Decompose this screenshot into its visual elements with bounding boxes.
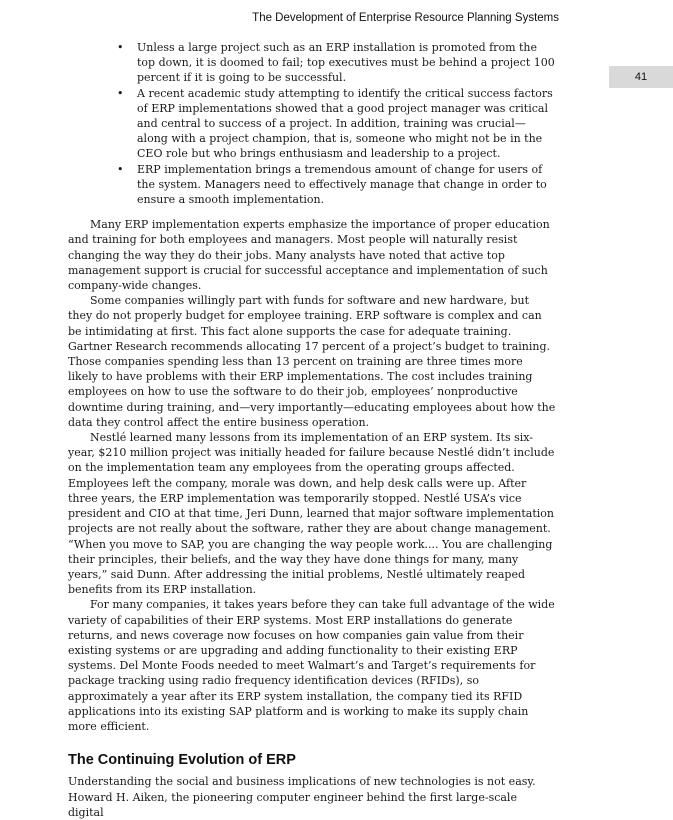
paragraph-returns: For many companies, it takes years before they can take full advantage of the wide variety of capabilities of their ERP systems. Most ERP installations do generate returns, and news coverage now focuses on how companies gain value from their existing systems or are upgrading and adding functionality to their existing ERP systems. Del Monte Foods needed to meet Walmart’s and Target’s requirements for package tracking using radio frequency identification devices (RFIDs), so approximately a year after its ERP system installation, the company tied its RFID applications into its existing SAP platform and is working to make its supply chain more efficient. — [68, 598, 555, 733]
bullet-text: A recent academic study attempting to identify the critical success factors of ERP implementations showed that a good project manager was critical and central to success of a project. In addition, training was crucial—along with a project champion, that is, someone who might not be in the CEO role but who brings enthusiasm and leadership to a project. — [137, 86, 553, 161]
bullet-icon: • — [117, 41, 124, 54]
paragraph-budget: Some companies willingly part with funds for software and new hardware, but they do not properly budget for employee training. ERP software is complex and can be intimidating at first. This fact alone supports the case for adequate training. Gartner Research recommends allocating 17 percent of a project’s budget to training. Those companies spending less than 13 percent on training are three times more likely to have problems with their ERP implementations. The cost includes training employees on how to use the software to do their job, employees’ nonproductive downtime during training, and—very importantly—educating employees about how the data they control affect the entire business operation. — [68, 294, 556, 429]
bullet-item — [117, 40, 556, 86]
running-header-title: The Development of Enterprise Resource Planning Systems — [252, 12, 559, 24]
bullet-text: ERP implementation brings a tremendous amount of change for users of the system. Managers need to effectively manage that change in order to ensure a smooth implementation. — [137, 162, 547, 207]
bullet-item — [117, 86, 556, 162]
bullet-icon: • — [117, 162, 124, 176]
page-number-tab: 41 — [609, 66, 673, 88]
bullet-icon: • — [117, 86, 124, 100]
section-heading: The Continuing Evolution of ERP — [68, 752, 296, 769]
page-body — [68, 40, 556, 820]
paragraph-training: Many ERP implementation experts emphasize the importance of proper education and training for both employees and managers. Most people will naturally resist changing the way they do their jobs. Many analysts have noted that active top management support is crucial for successful acceptance and implementation of such company-wide changes. — [68, 218, 550, 293]
bullet-text: Unless a large project such as an ERP installation is promoted from the top down, it is doomed to fail; top executives must be behind a project 100 percent if it is going to be successful. — [137, 41, 555, 85]
bullet-item — [117, 162, 556, 208]
paragraph-nestle: Nestlé learned many lessons from its implementation of an ERP system. Its six-year, $210 million project was initially headed for failure because Nestlé didn’t include on the implementation team any employees from the operating groups affected. Employees left the company, morale was down, and help desk calls were up. After three years, the ERP implementation was temporarily stopped. Nestlé USA’s vice president and CIO at that time, Jeri Dunn, learned that major software implementation projects are not really about the software, rather they are about change management. “When you move to SAP, you are changing the way people work.... You are challenging their principles, their beliefs, and the way they have done things for many, many years,” said Dunn. After addressing the initial problems, Nestlé ultimately reaped benefits from its ERP installation. — [68, 431, 555, 597]
section-paragraph: Understanding the social and business implications of new technologies is not easy. Howard H. Aiken, the pioneering computer engineer behind the first large-scale digital — [68, 775, 536, 819]
bullet-list — [68, 40, 556, 207]
